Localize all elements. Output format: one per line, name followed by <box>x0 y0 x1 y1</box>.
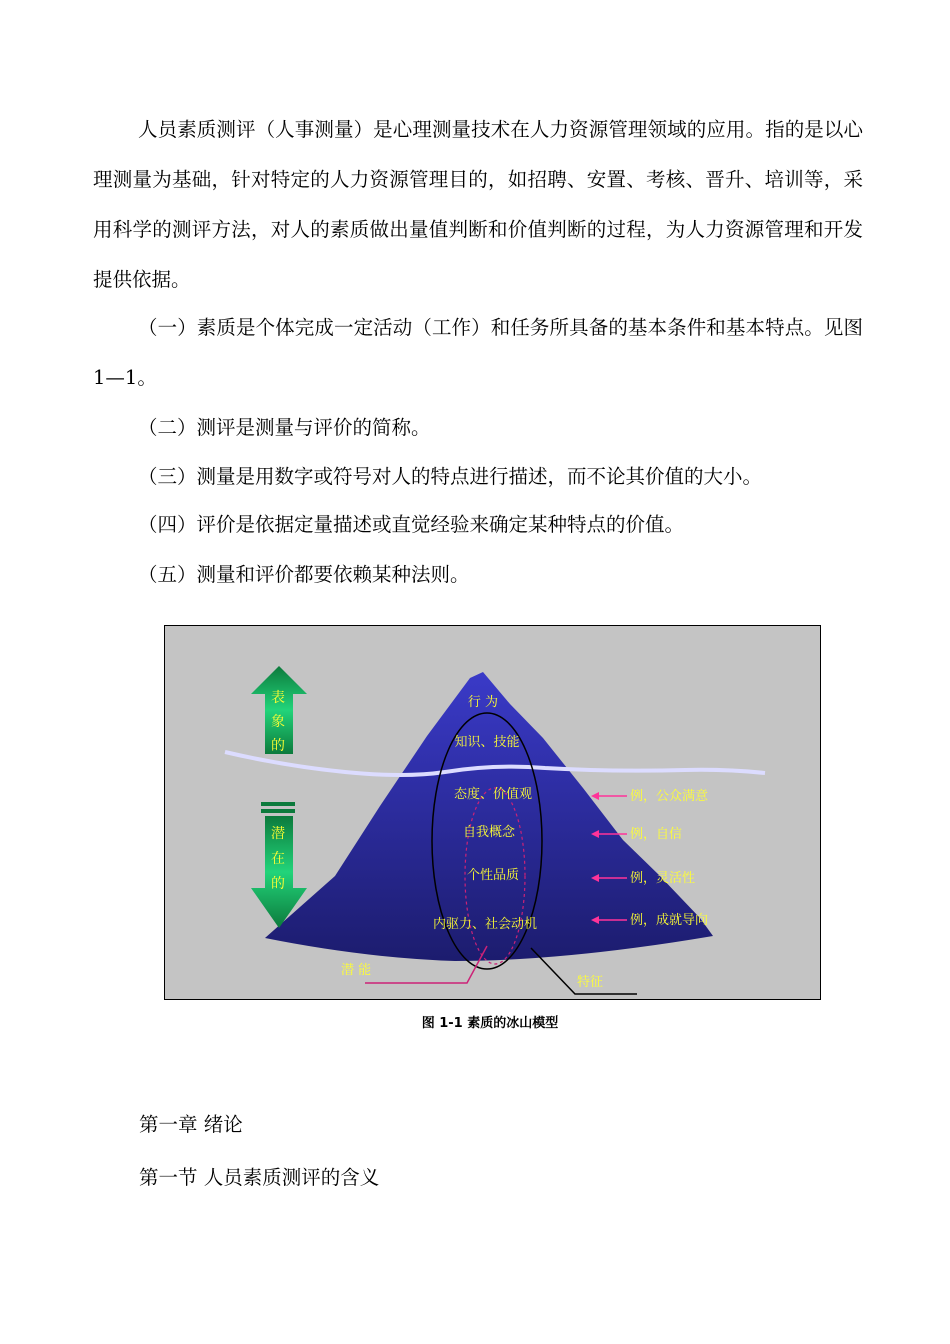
example-public-satisfaction: 例，公众满意 <box>630 789 709 804</box>
surface-char-3: 的 <box>271 738 285 754</box>
layer-personality: 个性品质 <box>466 868 520 883</box>
latent-char-2: 在 <box>271 851 285 867</box>
paragraph-evaluation: （四）评价是依据定量描述或直觉经验来确定某种特点的价值。 <box>138 513 685 536</box>
figure-caption: 图 1-1 素质的冰山模型 <box>421 1016 559 1031</box>
layer-behavior: 行 为 <box>467 695 499 710</box>
paragraph-measurement: （三）测量是用数字或符号对人的特点进行描述，而不论其价值的大小。 <box>138 465 763 488</box>
example-confidence: 例，自信 <box>630 827 683 842</box>
layer-self-concept: 自我概念 <box>462 825 516 840</box>
layer-motivation: 内驱力、社会动机 <box>432 917 538 932</box>
latent-char-1: 潜 <box>271 826 285 842</box>
latent-char-3: 的 <box>271 876 285 892</box>
paragraph-rules: （五）测量和评价都要依赖某种法则。 <box>138 563 470 586</box>
paragraph-quality: （一）素质是个体完成一定活动（工作）和任务所具备的基本条件和基本特点。见图1—1。 <box>93 316 863 389</box>
surface-char-1: 表 <box>271 690 285 706</box>
example-achievement: 例，成就导向 <box>630 913 709 928</box>
layer-knowledge-skills: 知识、技能 <box>454 735 520 750</box>
paragraph-definition: 人员素质测评（人事测量）是心理测量技术在人力资源管理领域的应用。指的是以心理测量为基础，针对特定的人力资源管理目的，如招聘、安置、考核、晋升、培训等，采用科学的测评方法，对人的素质做出量值判断和价值判断的过程，为人力资源管理和开发提供依据。 <box>93 118 863 291</box>
latent-potential-label: 潜 能 <box>341 963 372 978</box>
section-heading: 第一节 人员素质测评的含义 <box>139 1166 380 1189</box>
iceberg-diagram <box>165 626 820 999</box>
surface-char-2: 象 <box>271 714 285 730</box>
chapter-heading: 第一章 绪论 <box>139 1113 243 1136</box>
example-flexibility: 例，灵活性 <box>630 871 696 886</box>
iceberg-model-figure <box>164 625 821 1000</box>
feature-label: 特征 <box>577 975 604 990</box>
layer-attitude-values: 态度、价值观 <box>453 787 533 802</box>
paragraph-assessment: （二）测评是测量与评价的简称。 <box>138 416 431 439</box>
